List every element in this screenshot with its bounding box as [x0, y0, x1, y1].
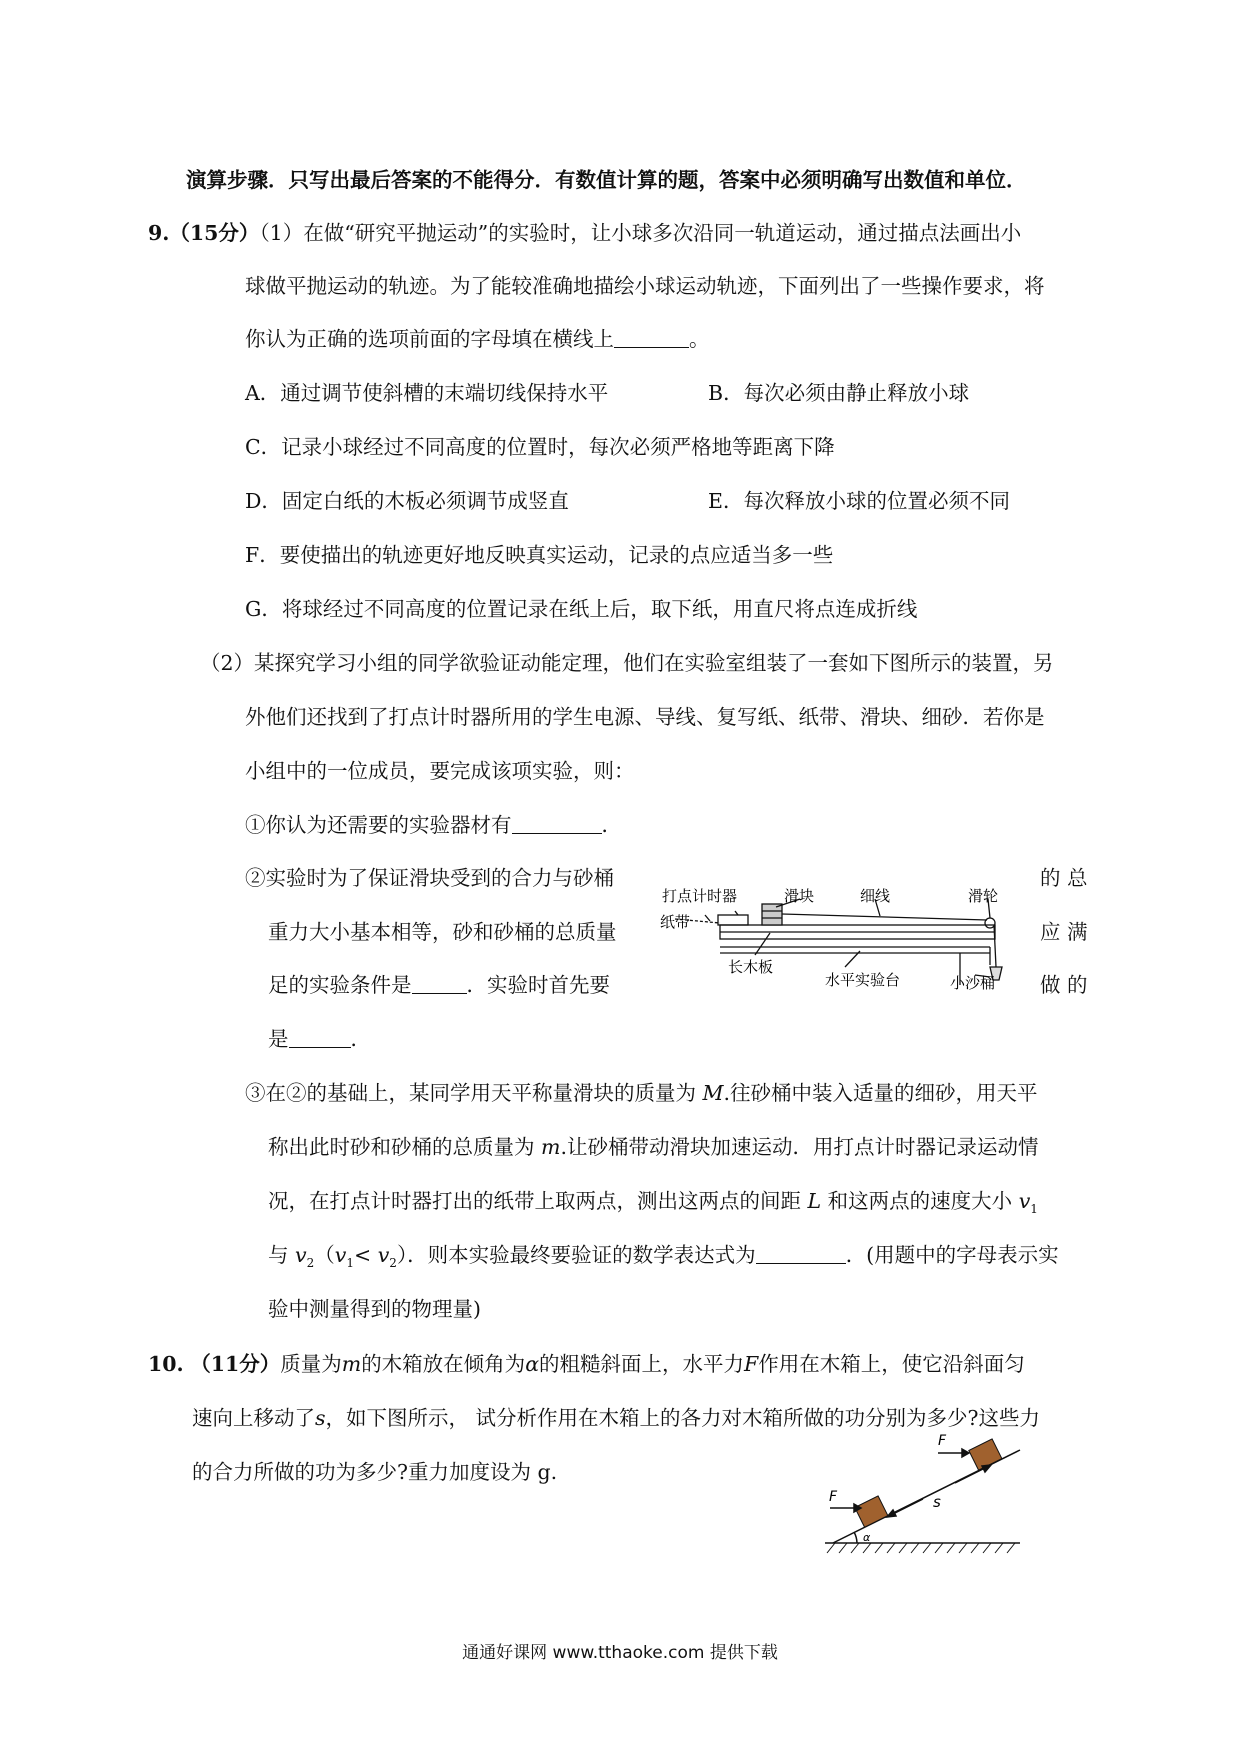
q9-sub3-line1 — [245, 1078, 1038, 1108]
label-string: 细线 — [860, 887, 891, 905]
q9-part1-line2: 球做平抛运动的轨迹。为了能较准确地描绘小球运动轨迹，下面列出了一些操作要求，将 — [245, 274, 1045, 298]
q10-number: 10. — [148, 1352, 184, 1376]
box-bottom — [855, 1496, 888, 1527]
q9-sub3-line4 — [268, 1240, 1059, 1278]
q9-sub3-line3 — [268, 1186, 1038, 1224]
var-L: L — [807, 1189, 822, 1213]
q10-line1-c: 的粗糙斜面上，水平力 — [539, 1352, 745, 1376]
q9-sub3-expression-blank[interactable] — [756, 1243, 846, 1264]
q9-sub1-end: ． — [601, 813, 622, 837]
q9-sub3-line2-b: .让砂桶带动滑块加速运动．用打点计时器记录运动情 — [560, 1135, 1039, 1159]
label-displacement: s — [933, 1493, 941, 1511]
q9-part1-line3-text: 你认为正确的选项前面的字母填在横线上 — [245, 327, 614, 351]
q9-score: （15分） — [169, 221, 260, 245]
q9-part1-answer-blank[interactable] — [614, 327, 689, 348]
q9-sub3-line3-a: 况，在打点计时器打出的纸带上取两点，测出这两点的间距 — [268, 1189, 808, 1213]
q9-sub3-line4-end: ．(用题中的字母表示实 — [845, 1243, 1059, 1267]
label-table: 水平实验台 — [825, 971, 901, 989]
paren-open: （ — [314, 1243, 335, 1267]
var-v2-sub: 2 — [306, 1256, 315, 1271]
q9-sub2-line3-text: 足的实验条件是 — [268, 973, 412, 997]
q9-part1-line3 — [245, 324, 710, 354]
timer-box — [718, 915, 748, 925]
q9-option-b: B．每次必须由静止释放小球 — [708, 381, 970, 405]
q9-sub2-line4 — [268, 1024, 371, 1054]
q9-sub1 — [245, 810, 622, 840]
q10-var-m: m — [341, 1352, 362, 1376]
var-v1-b: v — [334, 1243, 347, 1267]
angle-arc — [854, 1532, 857, 1543]
q9-part2-line2: 外他们还找到了打点计时器所用的学生电源、导线、复写纸、纸带、滑块、细砂．若你是 — [245, 705, 1045, 729]
q9-sub2-first-step-blank[interactable] — [289, 1027, 351, 1048]
q9-sub2-line3-mid: ．实验时首先要 — [466, 973, 610, 997]
incline-figure — [815, 1425, 1030, 1560]
q9-option-f: F．要使描出的轨迹更好地反映真实运动，记录的点应适当多一些 — [245, 543, 834, 567]
label-angle: α — [863, 1531, 871, 1544]
page-footer: 通通好课网 www.tthaoke.com 提供下载 — [462, 1643, 778, 1663]
q10-line1-b: 的木箱放在倾角为 — [361, 1352, 526, 1376]
q9-sub1-text: ①你认为还需要的实验器材有 — [245, 813, 512, 837]
q9-sub2-line4-end: ． — [350, 1027, 371, 1051]
q9-sub2-line2-right: 应 满 — [1040, 920, 1088, 944]
q9-sub2-line1-right: 的 总 — [1040, 866, 1088, 890]
q10-line3: 的合力所做的功为多少?重力加度设为 g. — [192, 1460, 558, 1484]
label-pulley: 滑轮 — [968, 887, 999, 905]
q9-sub3-line1-b: .往砂桶中装入适量的细砂，用天平 — [723, 1081, 1038, 1105]
q9-option-d: D．固定白纸的木板必须调节成竖直 — [245, 489, 569, 513]
less-than: < — [354, 1243, 378, 1267]
instructions-note: 演算步骤．只写出最后答案的不能得分．有数值计算的题，答案中必须明确写出数值和单位． — [186, 168, 1027, 192]
q10-line2-b: ，如下图所示， 试分析作用在木箱上的各力对木箱所做的功分别为多少?这些力 — [325, 1406, 1041, 1430]
q9-sub3-line3-b: 和这两点的速度大小 — [821, 1189, 1019, 1213]
q9-sub2-line3 — [268, 970, 610, 1000]
q9-option-g: G．将球经过不同高度的位置记录在纸上后，取下纸，用直尺将点连成折线 — [245, 597, 918, 621]
string-line — [782, 914, 987, 920]
var-v1: v — [1018, 1189, 1031, 1213]
slider-block — [762, 904, 782, 925]
label-board: 长木板 — [728, 958, 774, 976]
q9-sub2-line1: ②实验时为了保证滑块受到的合力与砂桶 — [245, 866, 614, 890]
q9-sub3-line1-a: ③在②的基础上，某同学用天平称量滑块的质量为 — [245, 1081, 703, 1105]
q10-score: （11分） — [190, 1352, 281, 1376]
label-tape: 纸带 — [660, 913, 691, 931]
q9-sub3-line4-with: 与 — [268, 1243, 296, 1267]
q9-option-c: C．记录小球经过不同高度的位置时，每次必须严格地等距离下降 — [245, 435, 835, 459]
label-timer: 打点计时器 — [662, 887, 738, 905]
q9-part2-line3: 小组中的一位成员，要完成该项实验，则： — [245, 759, 635, 783]
var-v2: v — [295, 1243, 307, 1267]
var-M: M — [702, 1081, 724, 1105]
q9-sub3-line5: 验中测量得到的物理量) — [268, 1297, 481, 1321]
q9-option-e: E．每次释放小球的位置必须不同 — [708, 489, 1010, 513]
q9-option-a: A．通过调节使斜槽的末端切线保持水平 — [245, 381, 609, 405]
q10-line2-a: 速向上移动了 — [192, 1406, 315, 1430]
var-v2-b-sub: 2 — [389, 1256, 397, 1271]
q9-sub3-line2-a: 称出此时砂和砂桶的总质量为 — [268, 1135, 542, 1159]
displacement-arrow-left — [891, 1499, 923, 1515]
label-bucket: 小沙桶 — [950, 974, 996, 990]
q10-var-alpha: α — [525, 1352, 540, 1376]
q9-part1-line3-end: 。 — [689, 327, 710, 351]
q9-part1-line1: （1）在做“研究平抛运动”的实验时，让小球多次沿同一轨道运动，通过描点法画出小 — [259, 221, 1022, 245]
var-v2-b: v — [377, 1243, 390, 1267]
q9-part2-line1: （2）某探究学习小组的同学欲验证动能定理，他们在实验室组装了一套如下图所示的装置，另 — [200, 651, 1054, 675]
q10-var-s: s — [315, 1406, 326, 1430]
q10-line1-d: 作用在木箱上，使它沿斜面匀 — [758, 1352, 1025, 1376]
q10-line1-a: 质量为 — [280, 1352, 342, 1376]
displacement-arrow-right — [955, 1467, 987, 1483]
q9-sub1-blank[interactable] — [512, 813, 602, 834]
q9-sub2-line3-right: 做 的 — [1040, 973, 1088, 997]
q9-sub3-line2 — [268, 1132, 1038, 1162]
label-slider: 滑块 — [784, 887, 815, 905]
q10-var-F: F — [744, 1352, 759, 1376]
q9-sub2-line2: 重力大小基本相等，砂和砂桶的总质量 — [268, 920, 617, 944]
paren-close: ）．则本实验最终要验证的数学表达式为 — [396, 1243, 756, 1267]
label-force-bottom: F — [829, 1489, 838, 1505]
var-v1-b-sub: 1 — [346, 1256, 354, 1271]
q9-number: 9. — [148, 221, 170, 245]
q9-heading — [148, 218, 1021, 248]
var-v1-sub: 1 — [1030, 1202, 1038, 1217]
var-m: m — [541, 1135, 561, 1159]
q10-line1 — [148, 1349, 1025, 1379]
label-force-top: F — [938, 1433, 947, 1449]
q9-sub2-line4-text: 是 — [268, 1027, 289, 1051]
apparatus-figure — [660, 815, 1020, 990]
q9-sub2-condition-blank[interactable] — [412, 973, 467, 994]
